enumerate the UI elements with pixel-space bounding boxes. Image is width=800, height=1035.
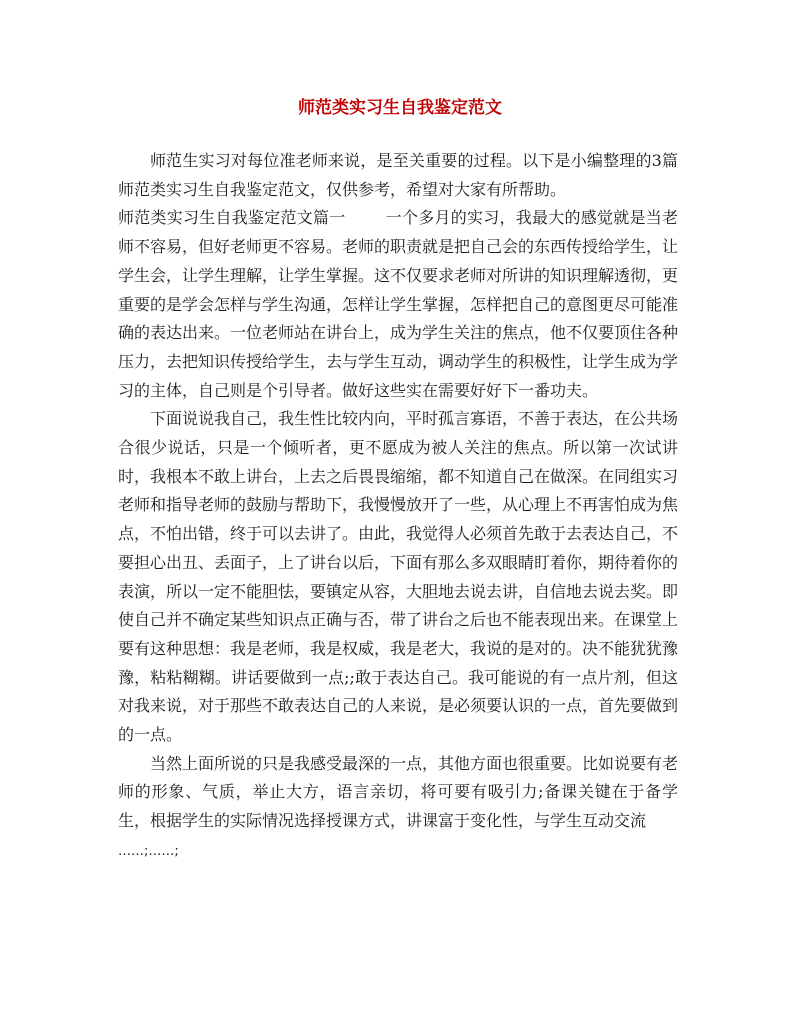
document-body — [118, 147, 678, 867]
trailing-ellipsis — [118, 836, 678, 867]
paragraph-three: 当然上面所说的只是我感受最深的一点，其他方面也很重要。比如说要有老师的形象、气质，举止大方，语言亲切，将可要有吸引力;备课关键在于备学生，根据学生的实际情况选择授课方式，讲课富于变化性，与学生互动交流 — [118, 753, 679, 831]
paragraph-two: 下面说说我自己，我生性比较内向，平时孤言寡语，不善于表达，在公共场合很少说话，只是一个倾听者，更不愿成为被人关注的焦点。所以第一次试讲时，我根本不敢上讲台，上去之后畏畏缩缩，都不知道自己在做深。在同组实习老师和指导老师的鼓励与帮助下，我慢慢放开了一些，从心理上不再害怕成为焦点，不怕出错，终于可以去讲了。由此，我觉得人必须首先敢于去表达自己，不要担心出丑、丢面子，上了讲台以后，下面有那么多双眼睛盯着你，期待着你的表演，所以一定不能胆怯，要镇定从容，大胆地去说去讲，自信地去说去奖。即使自己并不确定某些知识点正确与否，带了讲台之后也不能表现出来。在课堂上要有这种思想：我是老师，我是权威，我是老大，我说的是对的。决不能犹犹豫豫，粘粘糊糊。讲话要做到一点;;敢于表达自己。我可能说的有一点片剂，但这对我来说，对于那些不敢表达自己的人来说，是必须要认识的一点，首先要做到的一点。 — [118, 409, 679, 745]
paragraph-one-text: 一个多月的实习，我最大的感觉就是当老师不容易，但好老师更不容易。老师的职责就是把自己会的东西传授给学生，让学生会，让学生理解，让学生掌握。这不仅要求老师对所讲的知识理解透彻，更重要的是学会怎样与学生沟通，怎样让学生掌握，怎样把自己的意图更尽可能准确的表达出来。一位老师站在讲台上，成为学生关注的焦点，他不仅要顶住各种压力，去把知识传授给学生，去与学生互动，调动学生的积极性，让学生成为学习的主体，自己则是个引导者。做好这些实在需要好好下一番功夫。 — [118, 208, 679, 400]
trailing-ellipsis-text: ……;……; — [118, 843, 179, 859]
section-label: 师范类实习生自我鉴定范文篇一 — [118, 208, 346, 228]
intro-paragraph: 师范生实习对每位准老师来说，是至关重要的过程。以下是小编整理的3篇师范类实习生自我鉴定范文，仅供参考，希望对大家有所帮助。 — [118, 151, 678, 199]
section-one-paragraph — [118, 204, 678, 405]
document-title: 师范类实习生自我鉴定范文 — [298, 98, 502, 118]
